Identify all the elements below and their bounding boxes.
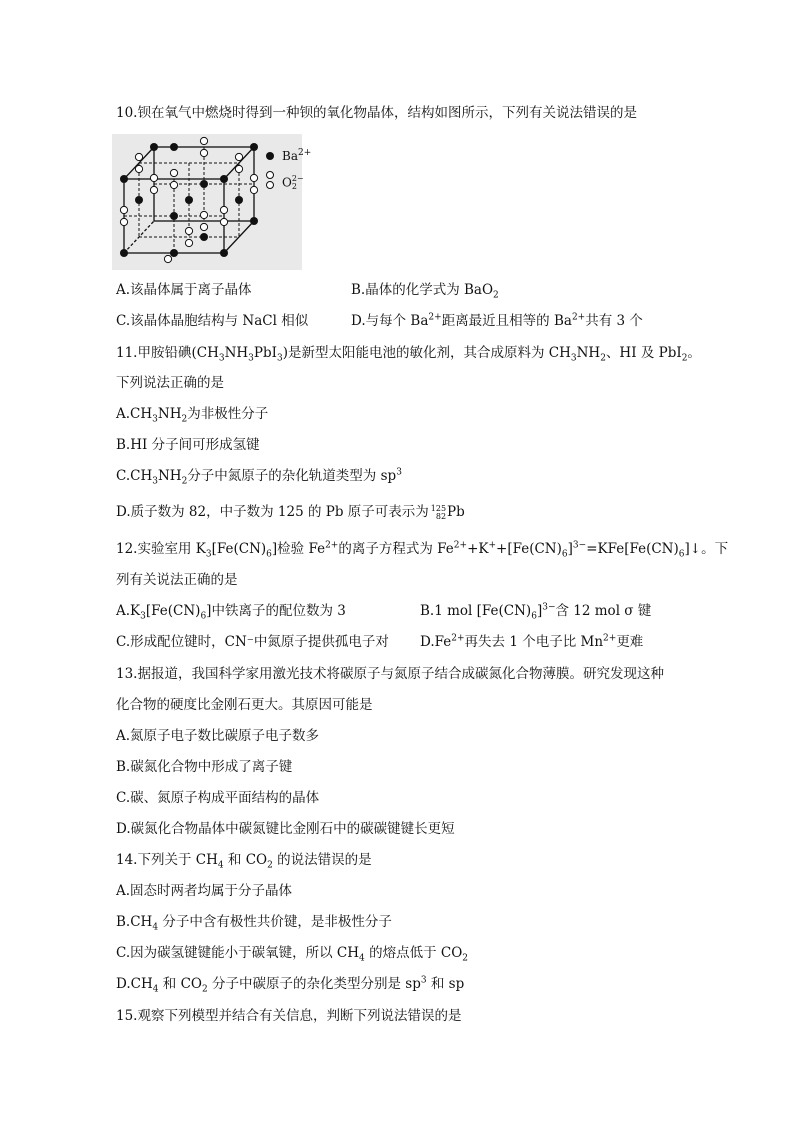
q10-option-d: D.与每个 $Ba^{2+}$距离最近且相等的 $Ba^{2+}$共有 3 个 bbox=[351, 312, 643, 329]
q15-stem: 15.观察下列模型并结合有关信息，判断下列说法错误的是 bbox=[116, 1008, 462, 1024]
q12-option-c: C.形成配位键时，CN⁻中氮原子提供孤电子对 bbox=[116, 634, 389, 650]
q10-option-a: A.该晶体属于离子晶体 bbox=[116, 282, 252, 298]
q13-option-b: B.碳氮化合物中形成了离子键 bbox=[116, 759, 293, 775]
q11-stem-2: 下列说法正确的是 bbox=[116, 375, 224, 391]
o2-legend-marker-bottom bbox=[267, 182, 274, 189]
q11-option-d: D.质子数为 82，中子数为 125 的 Pb 原子可表示为 125 82 Pb bbox=[116, 503, 465, 521]
q13-option-a: A.氮原子电子数比碳原子电子数多 bbox=[116, 728, 320, 744]
q13-option-c: C.碳、氮原子构成平面结构的晶体 bbox=[116, 790, 320, 806]
q14-stem: 14.下列关于 $CH_4$ 和 $CO_2$ 的说法错误的是 bbox=[116, 852, 372, 871]
ba-legend-marker bbox=[266, 152, 274, 160]
pb-nuclide-notation: 125 82 bbox=[430, 503, 447, 521]
q14-option-c: C.因为碳氢键键能小于碳氧键，所以 $CH_4$ 的熔点低于 $CO_2$ bbox=[116, 945, 468, 964]
o2-legend-marker-top bbox=[267, 172, 274, 179]
ba-legend-label: $Ba^{2+}$ bbox=[282, 148, 312, 163]
q11-option-c: $C.CH_3NH_2$分子中氮原子的杂化轨道类型为 $sp^3$ bbox=[116, 467, 402, 487]
q12-option-d: $D.Fe^{2+}$再失去 1 个电子比 $Mn^{2+}$更难 bbox=[420, 633, 644, 650]
q12-stem-2: 列有关说法正确的是 bbox=[116, 572, 238, 588]
q11-stem: 11.甲胺铅碘$(CH_3NH_3PbI_3)$是新型太阳能电池的敏化剂，其合成原料为 $CH_3NH_2$、HI 及 PbI$_2$。 bbox=[116, 345, 701, 364]
o2-legend-label: O 2− 2 bbox=[282, 174, 304, 191]
q14-option-d: $D.CH_4$ 和 $CO_2$ 分子中碳原子的杂化类型分别是 $sp^3$ 和 sp bbox=[116, 975, 465, 995]
q14-option-a: A.固态时两者均属于分子晶体 bbox=[116, 883, 293, 899]
q11-option-b: B.HI 分子间可形成氢键 bbox=[116, 437, 260, 453]
q10-option-c: C.该晶体晶胞结构与 NaCl 相似 bbox=[116, 313, 309, 329]
q13-stem-2: 化合物的硬度比金刚石更大。其原因可能是 bbox=[116, 697, 373, 713]
q11-option-a: $A.CH_3NH_2$为非极性分子 bbox=[116, 406, 269, 425]
q10-stem: 10.钡在氧气中燃烧时得到一种钡的氧化物晶体，结构如图所示，下列有关说法错误的是 bbox=[116, 105, 637, 121]
q10-option-b: B.晶体的化学式为 BaO$_2$ bbox=[351, 282, 499, 301]
q12-option-b: B.1 mol $[Fe(CN)_6]^{3-}$含 12 mol σ 键 bbox=[420, 602, 652, 622]
q13-stem: 13.据报道，我国科学家用激光技术将碳原子与氮原子结合成碳氮化合物薄膜。研究发现这种 bbox=[116, 666, 664, 682]
q13-option-d: D.碳氮化合物晶体中碳氮键比金刚石中的碳碳键键长更短 bbox=[116, 821, 455, 837]
q12-stem: 12.实验室用 $K_3[Fe(CN)_6]$检验 $Fe^{2+}$的离子方程式为 $Fe^{2+}+K^++[Fe(CN)_6]^{3-}=KFe[Fe(CN)_6]↓$。下 bbox=[116, 540, 729, 560]
q12-option-a: $A.K_3[Fe(CN)_6]$中铁离子的配位数为 3 bbox=[116, 603, 346, 622]
q14-option-b: $B.CH_4$ 分子中含有极性共价键，是非极性分子 bbox=[116, 914, 392, 933]
